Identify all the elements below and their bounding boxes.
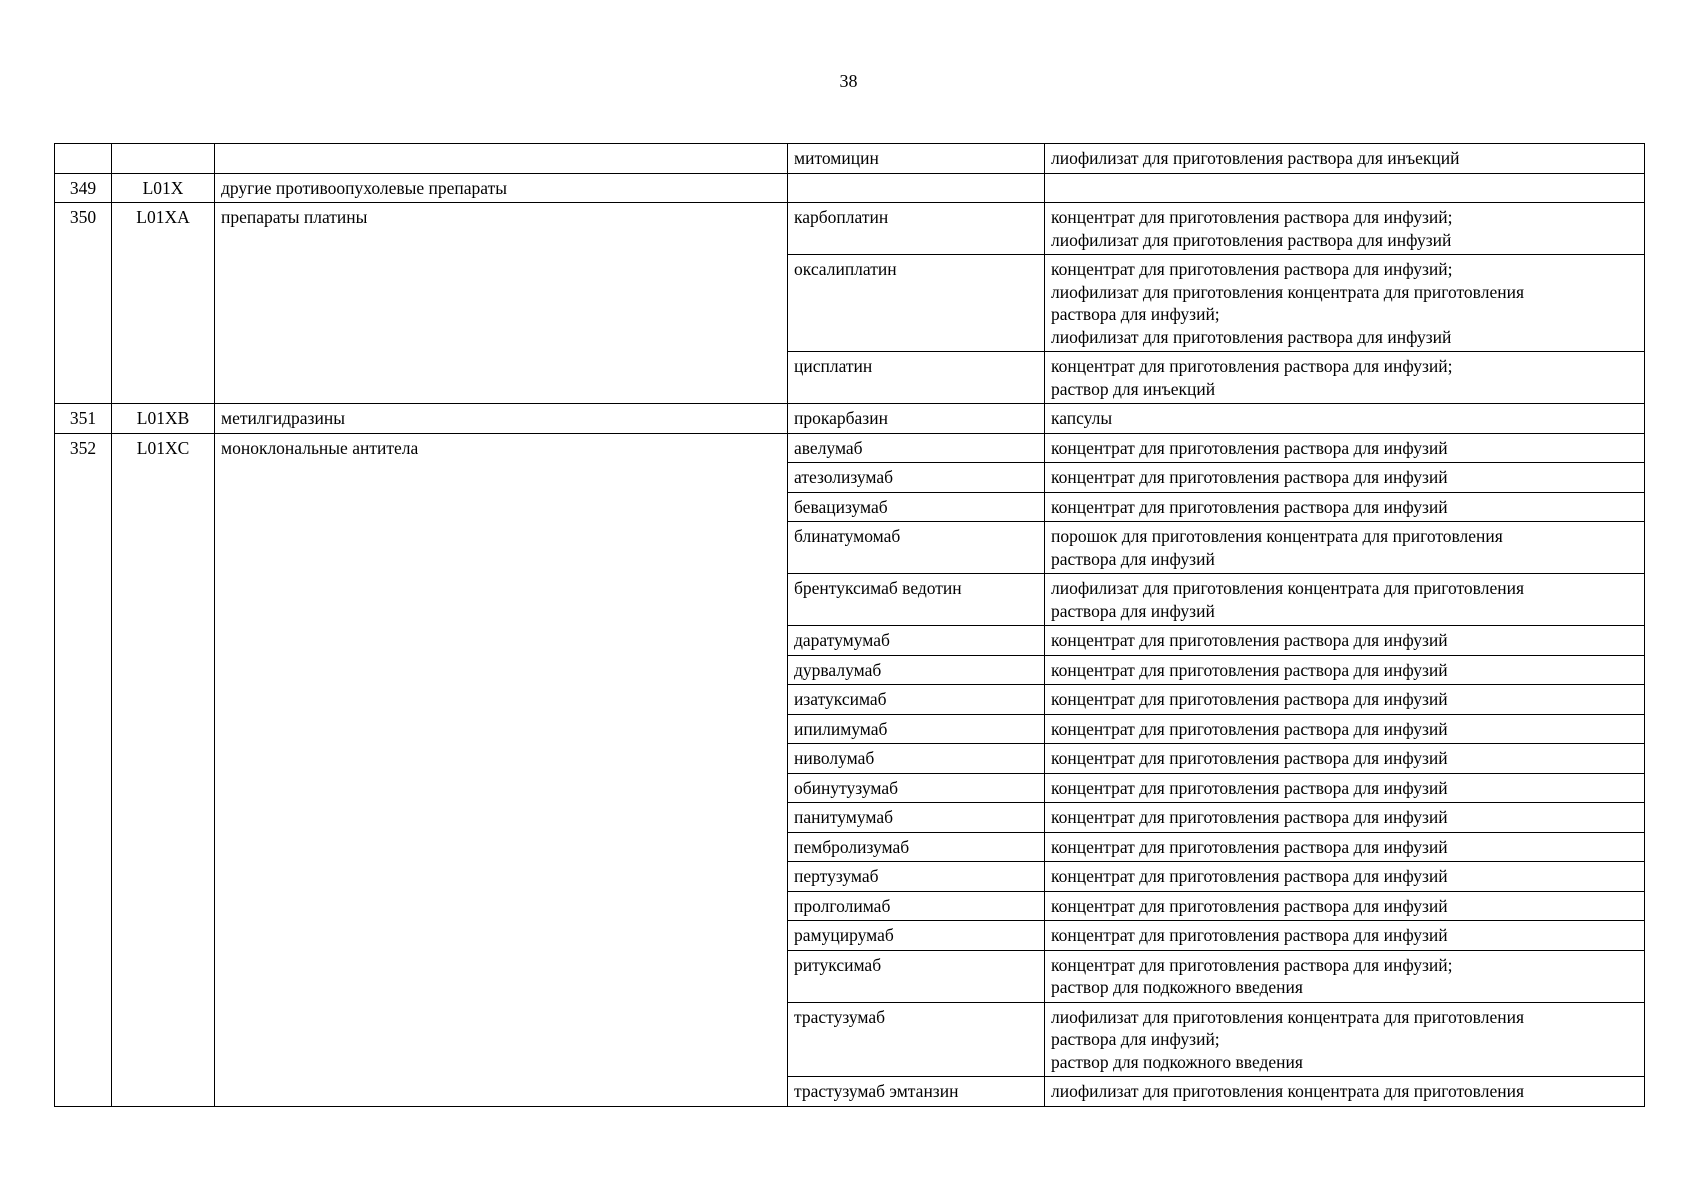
dosage-forms-cell (1045, 832, 1645, 862)
dosage-forms-cell (1045, 463, 1645, 493)
dosage-forms-cell (1045, 203, 1645, 255)
dosage-form-line: концентрат для приготовления раствора для инфузий (1051, 777, 1448, 798)
drug-name-cell: цисплатин (788, 352, 1045, 404)
drug-name-cell: авелумаб (788, 433, 1045, 463)
dosage-form-line: концентрат для приготовления раствора для инфузий (1051, 718, 1448, 739)
dosage-form-line: концентрат для приготовления раствора для инфузий (1051, 496, 1448, 517)
drug-name-cell: трастузумаб (788, 1002, 1045, 1077)
group-name-cell: метилгидразины (215, 404, 788, 434)
drug-name-cell (788, 173, 1045, 203)
dosage-form-line: лиофилизат для приготовления концентрата для приготовления (1051, 578, 1524, 598)
dosage-form-line: концентрат для приготовления раствора для инфузий; (1051, 356, 1453, 376)
drug-name-cell: трастузумаб эмтанзин (788, 1077, 1045, 1107)
dosage-forms-cell (1045, 173, 1645, 203)
dosage-form-line: капсулы (1051, 408, 1113, 428)
dosage-forms-cell (1045, 1077, 1645, 1107)
drug-name-cell: оксалиплатин (788, 255, 1045, 352)
dosage-form-line: раствора для инфузий; (1051, 1029, 1220, 1049)
drug-name-cell: карбоплатин (788, 203, 1045, 255)
drug-name-cell: пембролизумаб (788, 832, 1045, 862)
drug-name-cell: рамуцирумаб (788, 921, 1045, 951)
group-name-cell (215, 144, 788, 174)
dosage-form-line: концентрат для приготовления раствора для инфузий (1051, 925, 1448, 945)
row-number-cell: 351 (55, 404, 112, 434)
page-number: 38 (839, 71, 858, 91)
table-row (55, 404, 1645, 434)
atc-code-cell: L01XC (112, 433, 215, 1106)
dosage-form-line: концентрат для приготовления раствора для инфузий (1051, 630, 1448, 650)
table-row (55, 203, 1645, 255)
dosage-forms-cell (1045, 773, 1645, 803)
dosage-forms-cell (1045, 655, 1645, 685)
dosage-form-line: концентрат для приготовления раствора для инфузий; (1051, 259, 1453, 279)
dosage-forms-cell (1045, 404, 1645, 434)
dosage-forms-cell (1045, 891, 1645, 921)
table-body (55, 144, 1645, 1107)
drug-name-cell: дурвалумаб (788, 655, 1045, 685)
group-name-cell: препараты платины (215, 203, 788, 404)
dosage-form-line: концентрат для приготовления раствора для инфузий; (1051, 954, 1453, 975)
drug-name-cell: панитумумаб (788, 803, 1045, 833)
dosage-forms-cell (1045, 744, 1645, 774)
dosage-form-line: лиофилизат для приготовления концентрата для приготовления (1051, 1006, 1524, 1027)
row-number-cell: 352 (55, 433, 112, 1106)
dosage-form-line: раствора для инфузий (1051, 600, 1215, 621)
dosage-form-line: концентрат для приготовления раствора для инфузий (1051, 689, 1448, 709)
drug-name-cell: изатуксимаб (788, 685, 1045, 715)
drug-name-cell: митомицин (788, 144, 1045, 174)
dosage-form-line: концентрат для приготовления раствора для инфузий (1051, 895, 1448, 916)
drug-name-cell: атезолизумаб (788, 463, 1045, 493)
dosage-form-line: раствора для инфузий (1051, 548, 1215, 569)
dosage-forms-cell (1045, 862, 1645, 892)
dosage-form-line: концентрат для приготовления раствора для инфузий (1051, 659, 1448, 680)
table-row (55, 433, 1645, 463)
dosage-form-line: концентрат для приготовления раствора для инфузий; (1051, 207, 1453, 227)
drug-name-cell: блинатумомаб (788, 522, 1045, 574)
dosage-form-line: лиофилизат для приготовления концентрата для приготовления (1051, 1081, 1524, 1101)
dosage-forms-cell (1045, 626, 1645, 656)
atc-code-cell: L01X (112, 173, 215, 203)
dosage-forms-cell (1045, 685, 1645, 715)
drug-name-cell: ипилимумаб (788, 714, 1045, 744)
dosage-form-line: раствор для инъекций (1051, 378, 1216, 399)
table-row (55, 144, 1645, 174)
row-number-cell: 349 (55, 173, 112, 203)
dosage-form-line: лиофилизат для приготовления раствора для инфузий (1051, 326, 1452, 347)
row-number-cell (55, 144, 112, 174)
group-name-cell: другие противоопухолевые препараты (215, 173, 788, 203)
drug-name-cell: обинутузумаб (788, 773, 1045, 803)
dosage-forms-cell (1045, 433, 1645, 463)
drug-name-cell: прокарбазин (788, 404, 1045, 434)
dosage-forms-cell (1045, 1002, 1645, 1077)
dosage-form-line (1051, 177, 1638, 200)
dosage-forms-cell (1045, 522, 1645, 574)
drug-name-cell: брентуксимаб ведотин (788, 574, 1045, 626)
atc-code-cell: L01XB (112, 404, 215, 434)
dosage-form-line: раствор для подкожного введения (1051, 977, 1303, 997)
dosage-form-line: концентрат для приготовления раствора для инфузий (1051, 437, 1448, 458)
drug-name-cell: бевацизумаб (788, 492, 1045, 522)
dosage-form-line: концентрат для приготовления раствора для инфузий (1051, 836, 1448, 857)
drug-name-cell: ниволумаб (788, 744, 1045, 774)
dosage-form-line: концентрат для приготовления раствора для инфузий (1051, 866, 1448, 886)
dosage-form-line: раствора для инфузий; (1051, 304, 1220, 324)
drug-name-cell: даратумумаб (788, 626, 1045, 656)
dosage-form-line: лиофилизат для приготовления раствора для инъекций (1051, 148, 1460, 168)
drug-name-cell: ритуксимаб (788, 950, 1045, 1002)
table-row (55, 173, 1645, 203)
dosage-form-line: концентрат для приготовления раствора для инфузий (1051, 748, 1448, 768)
dosage-forms-cell (1045, 255, 1645, 352)
dosage-forms-cell (1045, 144, 1645, 174)
row-number-cell: 350 (55, 203, 112, 404)
group-name-cell: моноклональные антитела (215, 433, 788, 1106)
dosage-forms-cell (1045, 803, 1645, 833)
dosage-form-line: лиофилизат для приготовления концентрата для приготовления (1051, 281, 1524, 302)
dosage-form-line: концентрат для приготовления раствора для инфузий (1051, 807, 1448, 827)
drug-list-table (54, 143, 1645, 1107)
dosage-forms-cell (1045, 492, 1645, 522)
dosage-form-line: концентрат для приготовления раствора для инфузий (1051, 467, 1448, 487)
dosage-forms-cell (1045, 921, 1645, 951)
dosage-form-line: порошок для приготовления концентрата для приготовления (1051, 526, 1503, 546)
drug-name-cell: пертузумаб (788, 862, 1045, 892)
dosage-form-line: раствор для подкожного введения (1051, 1051, 1303, 1072)
dosage-form-line: лиофилизат для приготовления раствора для инфузий (1051, 229, 1452, 250)
drug-name-cell: пролголимаб (788, 891, 1045, 921)
atc-code-cell (112, 144, 215, 174)
dosage-forms-cell (1045, 950, 1645, 1002)
dosage-forms-cell (1045, 574, 1645, 626)
dosage-forms-cell (1045, 714, 1645, 744)
dosage-forms-cell (1045, 352, 1645, 404)
atc-code-cell: L01XA (112, 203, 215, 404)
